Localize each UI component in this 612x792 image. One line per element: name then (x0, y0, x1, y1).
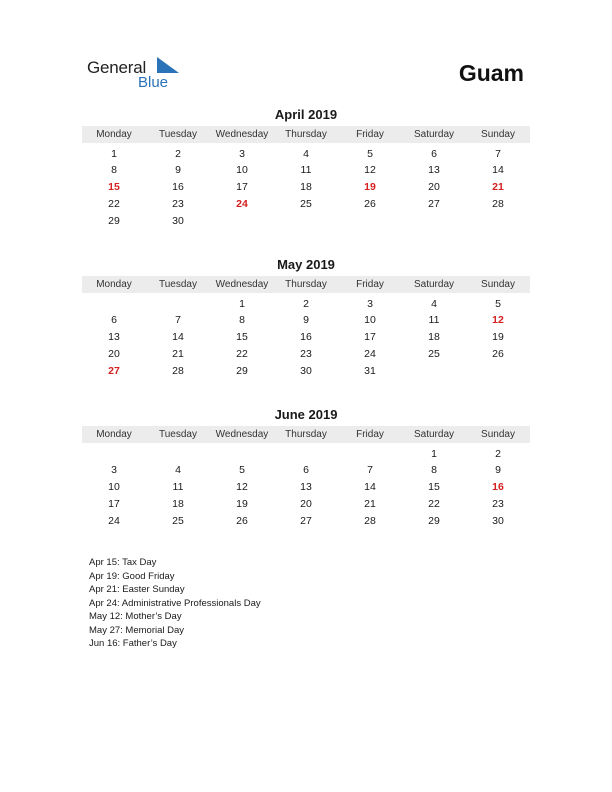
holiday-day-cell: 12 (492, 314, 504, 327)
day-cell: 29 (108, 215, 120, 228)
weekday-label: Monday (96, 429, 132, 440)
day-cell: 3 (367, 297, 373, 310)
day-cell: 1 (239, 297, 245, 310)
day-cell: 11 (172, 481, 184, 494)
holiday-day-cell: 24 (236, 198, 248, 211)
day-cell: 30 (172, 215, 184, 228)
weekday-label: Tuesday (159, 129, 197, 140)
holiday-list-item: May 12: Mother’s Day (89, 611, 182, 622)
day-cell: 25 (428, 348, 440, 361)
day-cell: 8 (431, 464, 437, 477)
week-row (82, 312, 530, 329)
month-title: May 2019 (277, 257, 335, 272)
week-row (82, 462, 530, 479)
day-cell (402, 213, 466, 230)
logo-general-text: General (87, 58, 147, 77)
day-cell (146, 446, 210, 463)
day-cell (210, 446, 274, 463)
day-cell: 23 (492, 498, 504, 511)
holiday-list-item: May 27: Memorial Day (89, 624, 185, 636)
logo (87, 56, 187, 90)
day-cell: 16 (172, 181, 184, 194)
holiday-list (89, 556, 261, 651)
day-cell: 27 (428, 198, 440, 211)
week-row (82, 346, 530, 363)
day-cell: 18 (300, 181, 312, 194)
day-cell: 5 (495, 297, 501, 310)
weekday-label: Thursday (285, 279, 327, 290)
day-cell: 12 (236, 481, 248, 494)
day-cell: 5 (367, 147, 373, 160)
day-cell: 15 (236, 331, 248, 344)
day-cell: 14 (492, 164, 504, 177)
weekday-label: Sunday (481, 429, 515, 440)
weekday-label: Friday (356, 129, 384, 140)
day-cell: 10 (236, 164, 248, 177)
day-cell: 1 (111, 147, 117, 160)
weekday-label: Saturday (413, 279, 455, 290)
month-2 (82, 406, 530, 530)
day-cell: 20 (300, 498, 312, 511)
day-cell: 18 (428, 331, 440, 344)
day-cell: 28 (172, 365, 184, 378)
day-cell: 7 (367, 464, 373, 477)
day-cell (274, 446, 338, 463)
holiday-list-item: Apr 24: Administrative Professionals Day (89, 597, 261, 609)
week-row (82, 162, 530, 179)
weekday-label: Sunday (481, 129, 515, 140)
day-cell: 8 (111, 164, 117, 177)
day-cell: 30 (300, 365, 312, 378)
week-row (82, 479, 530, 496)
day-cell (82, 296, 146, 313)
month-title: June 2019 (274, 407, 338, 422)
week-row (82, 213, 530, 230)
week-row (82, 196, 530, 213)
day-cell (466, 363, 530, 380)
day-cell (82, 446, 146, 463)
week-row (82, 179, 530, 196)
day-cell: 22 (236, 348, 248, 361)
day-cell: 21 (364, 498, 376, 511)
week-row (82, 363, 530, 380)
day-cell: 30 (492, 515, 504, 528)
day-cell: 23 (172, 198, 184, 211)
day-cell: 6 (303, 464, 309, 477)
day-cell: 25 (172, 515, 184, 528)
day-cell: 25 (300, 198, 312, 211)
holiday-day-cell: 27 (108, 365, 120, 378)
day-cell: 10 (108, 481, 120, 494)
day-cell: 21 (172, 348, 184, 361)
weekday-label: Tuesday (159, 429, 197, 440)
day-cell: 24 (364, 348, 376, 361)
day-cell: 11 (428, 314, 440, 327)
month-0 (82, 106, 530, 230)
day-cell: 26 (364, 198, 376, 211)
day-cell: 2 (495, 447, 501, 460)
day-cell: 4 (303, 147, 309, 160)
day-cell: 20 (108, 348, 120, 361)
week-row (82, 446, 530, 463)
day-cell: 4 (175, 464, 181, 477)
day-cell: 7 (495, 147, 501, 160)
country-title: Guam (458, 60, 524, 86)
day-cell: 2 (175, 147, 181, 160)
day-cell: 17 (364, 331, 376, 344)
week-row (82, 496, 530, 513)
day-cell: 13 (300, 481, 312, 494)
holiday-list-item: Apr 15: Tax Day (89, 557, 157, 568)
day-cell: 7 (175, 314, 181, 327)
holiday-day-cell: 16 (492, 481, 504, 494)
weekday-label: Friday (356, 429, 384, 440)
day-cell: 11 (300, 164, 312, 177)
day-cell: 13 (428, 164, 440, 177)
day-cell: 22 (428, 498, 440, 511)
day-cell: 24 (108, 515, 120, 528)
day-cell: 19 (236, 498, 248, 511)
day-cell: 26 (236, 515, 248, 528)
weekday-header (82, 276, 530, 293)
day-cell (466, 213, 530, 230)
holiday-list-item: Jun 16: Father’s Day (89, 638, 177, 649)
holiday-day-cell: 19 (364, 181, 376, 194)
weekday-label: Thursday (285, 129, 327, 140)
day-cell: 6 (111, 314, 117, 327)
weekday-label: Saturday (413, 429, 455, 440)
day-cell: 2 (303, 297, 309, 310)
day-cell: 27 (300, 515, 312, 528)
day-cell: 16 (300, 331, 312, 344)
day-cell: 8 (239, 314, 245, 327)
day-cell: 22 (108, 198, 120, 211)
weekday-label: Friday (356, 279, 384, 290)
week-row (82, 329, 530, 346)
day-cell: 9 (303, 314, 309, 327)
day-cell: 3 (239, 147, 245, 160)
day-cell: 14 (364, 481, 376, 494)
day-cell: 17 (108, 498, 120, 511)
day-cell (146, 296, 210, 313)
holiday-day-cell: 21 (492, 181, 504, 194)
day-cell: 1 (431, 447, 437, 460)
weekday-label: Wednesday (215, 129, 269, 140)
day-cell: 10 (364, 314, 376, 327)
day-cell: 9 (495, 464, 501, 477)
day-cell (402, 363, 466, 380)
day-cell: 31 (364, 365, 376, 378)
weekday-label: Thursday (285, 429, 327, 440)
day-cell (338, 213, 402, 230)
holiday-list-item: Apr 19: Good Friday (89, 570, 175, 582)
logo-blue-text: Blue (138, 74, 169, 91)
day-cell: 20 (428, 181, 440, 194)
day-cell: 12 (364, 164, 376, 177)
day-cell: 17 (236, 181, 248, 194)
logo-triangle-icon (157, 57, 179, 73)
day-cell: 29 (428, 515, 440, 528)
day-cell: 23 (300, 348, 312, 361)
weekday-header (82, 126, 530, 143)
day-cell: 6 (431, 147, 437, 160)
day-cell: 15 (428, 481, 440, 494)
month-title: April 2019 (274, 107, 338, 122)
weekday-label: Monday (96, 129, 132, 140)
weekday-label: Wednesday (215, 429, 269, 440)
day-cell: 19 (492, 331, 504, 344)
holiday-day-cell: 15 (108, 181, 120, 194)
week-row (82, 296, 530, 313)
day-cell: 14 (172, 331, 184, 344)
day-cell: 28 (492, 198, 504, 211)
day-cell: 3 (111, 464, 117, 477)
day-cell: 9 (175, 164, 181, 177)
weekday-label: Saturday (413, 129, 455, 140)
week-row (82, 146, 530, 163)
weekday-label: Tuesday (159, 279, 197, 290)
day-cell: 4 (431, 297, 437, 310)
day-cell (338, 446, 402, 463)
day-cell: 28 (364, 515, 376, 528)
month-1 (82, 256, 530, 380)
weekday-label: Sunday (481, 279, 515, 290)
day-cell: 18 (172, 498, 184, 511)
day-cell: 5 (239, 464, 245, 477)
day-cell: 26 (492, 348, 504, 361)
week-row (82, 513, 530, 530)
weekday-header (82, 426, 530, 443)
day-cell (274, 213, 338, 230)
holiday-list-item: Apr 21: Easter Sunday (89, 584, 185, 595)
weekday-label: Wednesday (215, 279, 269, 290)
day-cell: 29 (236, 365, 248, 378)
day-cell: 13 (108, 331, 120, 344)
weekday-label: Monday (96, 279, 132, 290)
day-cell (210, 213, 274, 230)
